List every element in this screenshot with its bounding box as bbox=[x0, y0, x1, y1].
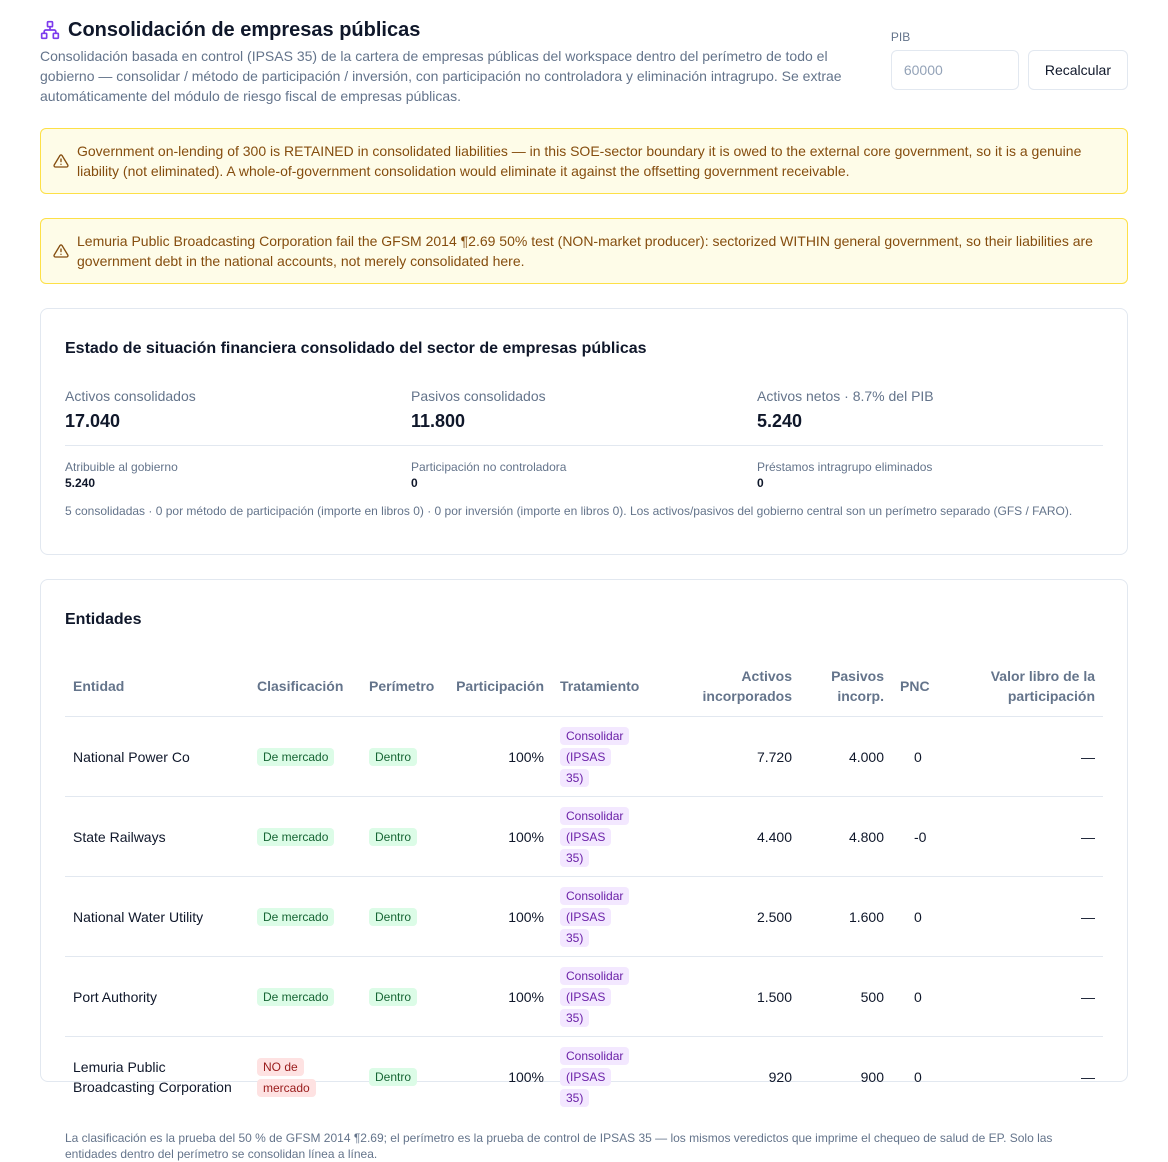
book-value: — bbox=[946, 717, 1103, 797]
table-header-row bbox=[65, 656, 1103, 717]
book-value: — bbox=[946, 877, 1103, 957]
assets-value: 4.400 bbox=[672, 797, 800, 877]
kpi-row bbox=[65, 386, 1103, 434]
treatment-badge: Consolidar (IPSAS 35) bbox=[560, 887, 629, 947]
book-value: — bbox=[946, 797, 1103, 877]
pib-label: PIB bbox=[890, 30, 911, 44]
page-subtitle: Consolidación basada en control (IPSAS 35) de la cartera de empresas públicas del workspace dentro del perímetro de todo el gobierno — consolidar / método de participación / inversión, con participación no controladora y eliminación intragrupo. Se extrae automáticamente del módulo de riesgo fiscal de empresas públicas. bbox=[40, 48, 842, 104]
col-treatment: Tratamiento bbox=[552, 656, 672, 717]
alert-text: Lemuria Public Broadcasting Corporation fail the GFSM 2014 ¶2.69 50% test (NON-market producer): sectorized WITHIN general government, so their liabilities are government debt in the national accounts, not merely consolidated here. bbox=[77, 233, 1093, 269]
table-row bbox=[65, 717, 1103, 797]
entities-table bbox=[65, 656, 1103, 1116]
participation-value: 100% bbox=[508, 1068, 544, 1085]
nci-value: 0 bbox=[892, 877, 946, 957]
nci-value: 0 bbox=[892, 717, 946, 797]
table-row bbox=[65, 877, 1103, 957]
col-perimeter: Perímetro bbox=[361, 656, 445, 717]
consolidated-statement-card bbox=[40, 308, 1128, 555]
col-entity: Entidad bbox=[65, 656, 249, 717]
perimeter-badge: Dentro bbox=[369, 988, 417, 1006]
classification-badge: De mercado bbox=[257, 908, 334, 926]
classification-badge: NO de mercado bbox=[257, 1058, 316, 1097]
warning-triangle-icon bbox=[53, 243, 69, 259]
participation-value: 100% bbox=[445, 957, 552, 1037]
classification-badge: De mercado bbox=[257, 748, 334, 766]
summary-note: 5 consolidadas · 0 por método de participación (importe en libros 0) · 0 por inversión (importe en libros 0). Los activos/pasivos del gobierno central son un perímetro separado (GFS / FARO). bbox=[65, 504, 1073, 518]
participation-value: 100% bbox=[445, 717, 552, 797]
perimeter-badge: Dentro bbox=[369, 828, 417, 846]
kpi-consolidated-liabilities: Pasivos consolidados 11.800 bbox=[411, 388, 546, 431]
participation-value: 100% bbox=[445, 877, 552, 957]
entity-name: National Power Co bbox=[65, 717, 249, 797]
alert-text: Government on-lending of 300 is RETAINED in consolidated liabilities — in this SOE-sector boundary it is owed to the external core government, so it is a genuine liability (not eliminated). A whole-of-government consolidation would eliminate it against the offsetting government receivable. bbox=[77, 143, 1082, 179]
alert-non-market bbox=[40, 218, 1128, 284]
table-row bbox=[65, 1037, 1103, 1117]
nci-value: 0 bbox=[914, 1068, 922, 1085]
entities-card bbox=[40, 579, 1128, 1161]
nci-value: 0 bbox=[892, 957, 946, 1037]
book-value: — bbox=[946, 957, 1103, 1037]
treatment-badge: Consolidar (IPSAS 35) bbox=[560, 967, 629, 1027]
assets-value: 2.500 bbox=[672, 877, 800, 957]
assets-value: 7.720 bbox=[672, 717, 800, 797]
subkpi-row bbox=[65, 459, 1103, 491]
pib-controls bbox=[891, 30, 1128, 90]
treatment-badge: Consolidar (IPSAS 35) bbox=[560, 1047, 629, 1107]
assets-value: 920 bbox=[768, 1068, 792, 1085]
subkpi-attributable-government: Atribuible al gobierno 5.240 bbox=[65, 460, 178, 490]
alert-retained-liabilities bbox=[40, 128, 1128, 194]
nci-value: -0 bbox=[892, 797, 946, 877]
treatment-badge: Consolidar (IPSAS 35) bbox=[560, 807, 629, 867]
entity-name: Lemuria Public Broadcasting Corporation bbox=[73, 1058, 232, 1095]
classification-badge: De mercado bbox=[257, 988, 334, 1006]
col-classification: Clasificación bbox=[249, 656, 361, 717]
perimeter-badge: Dentro bbox=[369, 908, 417, 926]
perimeter-badge: Dentro bbox=[369, 748, 417, 766]
entities-note: La clasificación es la prueba del 50 % de GFSM 2014 ¶2.69; el perímetro es la prueba de control de IPSAS 35 — los mismos veredictos que imprime el chequeo de salud de EP. Solo las entidades dentro del perímetro se consolidan línea a línea. bbox=[65, 1131, 1053, 1161]
subkpi-non-controlling-interest: Participación no controladora 0 bbox=[411, 460, 567, 490]
kpi-consolidated-assets: Activos consolidados 17.040 bbox=[65, 388, 196, 431]
entity-name: National Water Utility bbox=[65, 877, 249, 957]
subkpi-intragroup-eliminated: Préstamos intragrupo eliminados 0 bbox=[757, 460, 933, 490]
treatment-badge: Consolidar (IPSAS 35) bbox=[560, 727, 629, 787]
liabilities-value: 4.800 bbox=[800, 797, 892, 877]
entity-name: State Railways bbox=[65, 797, 249, 877]
col-liabilities: Pasivos incorp. bbox=[800, 656, 892, 717]
divider bbox=[65, 445, 1103, 446]
kpi-net-assets: Activos netos · 8.7% del PIB 5.240 bbox=[757, 388, 934, 431]
recalculate-button[interactable]: Recalcular bbox=[1028, 50, 1128, 90]
liabilities-value: 500 bbox=[800, 957, 892, 1037]
entity-name: Port Authority bbox=[65, 957, 249, 1037]
card-title: Entidades bbox=[65, 611, 142, 628]
page-header bbox=[40, 18, 1128, 108]
liabilities-value: 900 bbox=[860, 1068, 884, 1085]
table-row bbox=[65, 957, 1103, 1037]
book-value: — bbox=[1081, 1068, 1095, 1085]
col-book-value: Valor libro de la participación bbox=[946, 656, 1103, 717]
hierarchy-icon bbox=[40, 20, 60, 40]
col-assets: Activos incorporados bbox=[672, 656, 800, 717]
card-title: Estado de situación financiera consolidado del sector de empresas públicas bbox=[65, 340, 647, 357]
liabilities-value: 4.000 bbox=[800, 717, 892, 797]
assets-value: 1.500 bbox=[672, 957, 800, 1037]
page-title: Consolidación de empresas públicas bbox=[68, 19, 421, 41]
warning-triangle-icon bbox=[53, 153, 69, 169]
col-nci: PNC bbox=[892, 656, 946, 717]
table-row bbox=[65, 797, 1103, 877]
perimeter-badge: Dentro bbox=[369, 1068, 417, 1086]
classification-badge: De mercado bbox=[257, 828, 334, 846]
col-participation: Participación bbox=[445, 656, 552, 717]
liabilities-value: 1.600 bbox=[800, 877, 892, 957]
pib-input[interactable] bbox=[891, 50, 1019, 90]
participation-value: 100% bbox=[445, 797, 552, 877]
